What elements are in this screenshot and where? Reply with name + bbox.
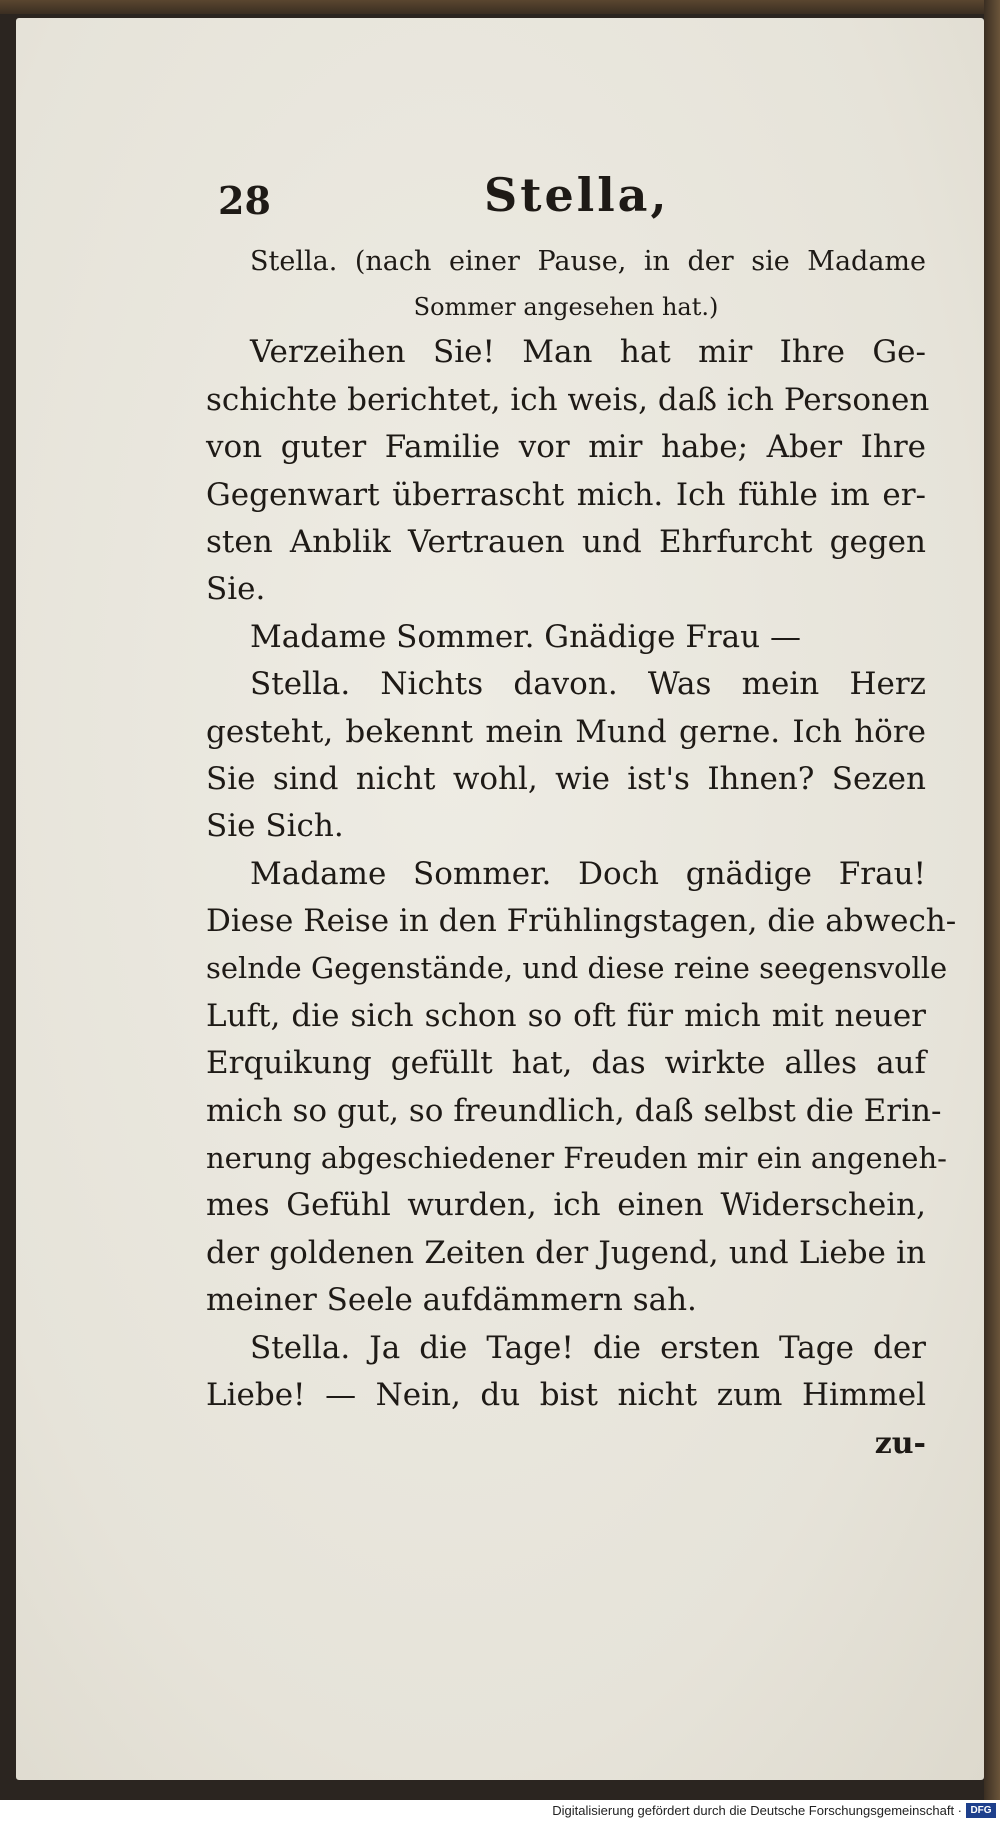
text-line: Sie Sich.: [206, 808, 344, 845]
text-line: Gegenwart überrascht mich. Ich fühle im er-: [206, 476, 926, 513]
text-line: der goldenen Zeiten der Jugend, und Liebe in: [206, 1234, 926, 1271]
text-line: mes Gefühl wurden, ich einen Widerschein,: [206, 1187, 926, 1224]
text-line: Sie.: [206, 571, 266, 608]
text-line: Madame Sommer. Gnädige Frau —: [250, 618, 801, 655]
text-line: schichte berichtet, ich weis, daß ich Personen: [206, 381, 930, 418]
text-line: Erquikung gefüllt hat, das wirkte alles auf: [206, 1045, 926, 1082]
text-line: Stella. Ja die Tage! die ersten Tage der: [250, 1329, 926, 1366]
text-line: Diese Reise in den Frühlingstagen, die abwech-: [206, 903, 957, 940]
text-line: Stella. (nach einer Pause, in der sie Madame: [250, 246, 926, 277]
binding-edge-right: [984, 0, 1000, 1800]
text-line: Madame Sommer. Doch gnädige Frau!: [250, 855, 926, 892]
text-line: Luft, die sich schon so oft für mich mit neuer: [206, 997, 926, 1034]
text-line: Stella. Nichts davon. Was mein Herz: [250, 666, 926, 703]
running-head: [206, 168, 926, 238]
binding-edge-top: [0, 0, 1000, 14]
page-number: 28: [218, 178, 271, 223]
dfg-logo: DFG: [966, 1803, 996, 1818]
text-block: [206, 168, 957, 1469]
paper-leaf: [16, 18, 984, 1780]
funding-credit: Digitalisierung gefördert durch die Deutsche Forschungsgemeinschaft ·: [552, 1803, 962, 1818]
running-title: Stella,: [484, 168, 670, 222]
catchword: zu-: [874, 1426, 926, 1462]
text-line: Verzeihen Sie! Man hat mir Ihre Ge-: [250, 334, 926, 371]
text-line: nerung abgeschiedener Freuden mir ein angeneh-: [206, 1141, 947, 1176]
text-line: von guter Familie vor mir habe; Aber Ihre: [206, 429, 926, 466]
text-line: meiner Seele aufdämmern sah.: [206, 1282, 697, 1319]
text-line: Sie sind nicht wohl, wie ist's Ihnen? Sezen: [206, 760, 926, 797]
text-line: sten Anblik Vertrauen und Ehrfurcht gegen: [206, 523, 926, 560]
digitization-footer: [0, 1800, 1000, 1822]
text-line: gesteht, bekennt mein Mund gerne. Ich höre: [206, 713, 926, 750]
text-line: Liebe! — Nein, du bist nicht zum Himmel: [206, 1376, 926, 1413]
stage-direction-line: Sommer angesehen hat.): [413, 293, 719, 322]
text-line: selnde Gegenstände, und diese reine seegensvolle: [206, 951, 948, 986]
text-line: mich so gut, so freundlich, daß selbst die Erin-: [206, 1092, 942, 1129]
